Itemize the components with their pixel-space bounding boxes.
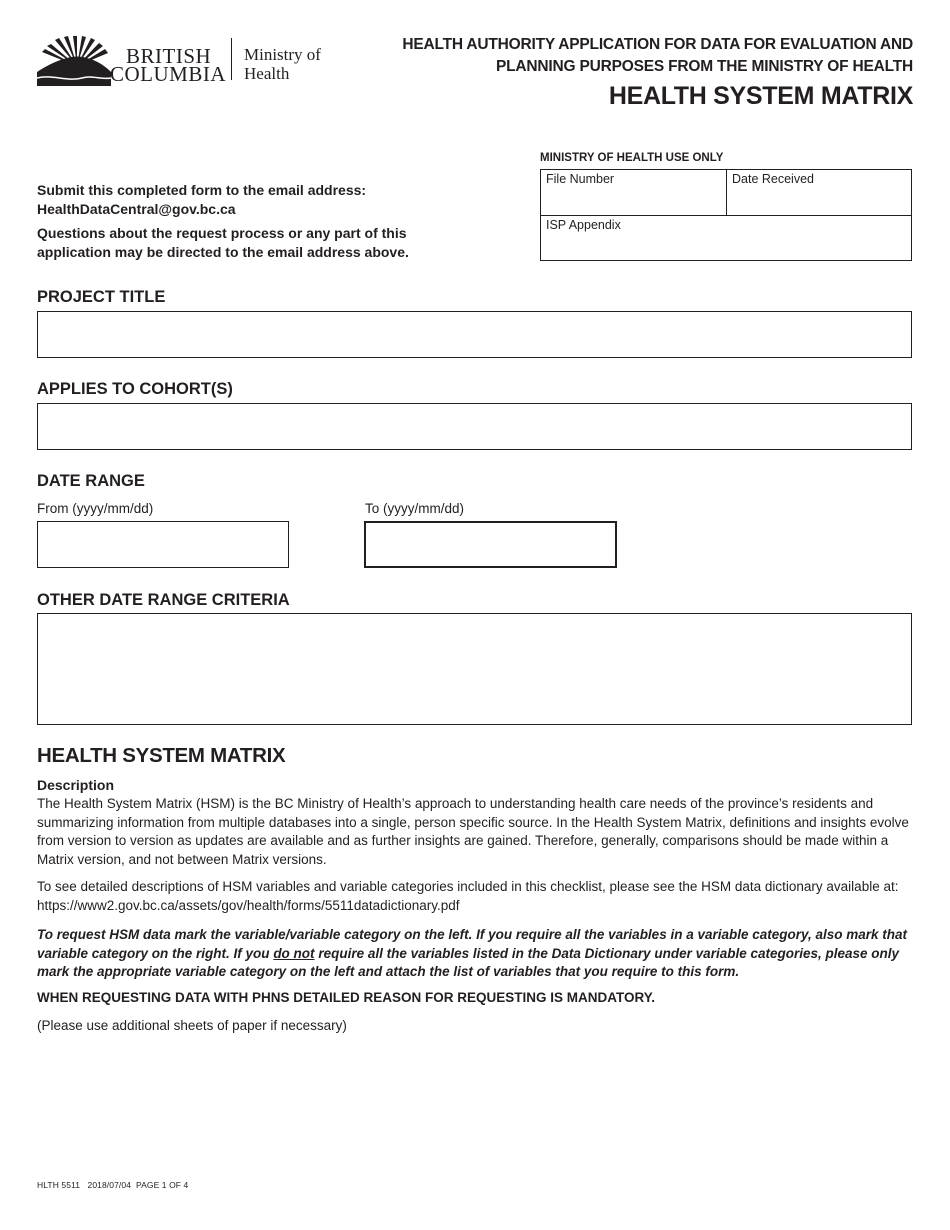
form-title-line-1: HEALTH AUTHORITY APPLICATION FOR DATA FOR EVALUATION AND (402, 36, 913, 53)
description-heading: Description (37, 777, 115, 793)
project-title-input[interactable] (37, 311, 912, 358)
logo-text-columbia: COLUMBIA (110, 62, 227, 86)
file-number-field[interactable] (541, 170, 727, 216)
form-footer: HLTH 5511 2018/07/04 PAGE 1 OF 4 (37, 1180, 189, 1190)
from-date-input[interactable] (37, 521, 289, 568)
request-instructions-part-1: To request HSM data mark the variable/variable category on the left. If you require all the variables in a variable category, also mark that variable category on the right. If you (37, 927, 908, 961)
cohorts-heading: APPLIES TO COHORT(S) (37, 380, 233, 398)
form-title-line-2: PLANNING PURPOSES FROM THE MINISTRY OF HEALTH (496, 58, 913, 75)
submit-email: HealthDataCentral@gov.bc.ca (37, 201, 236, 217)
logo-text-ministry: Ministry of (244, 45, 321, 64)
additional-sheets-note: (Please use additional sheets of paper if necessary) (37, 1018, 347, 1033)
logo-text-health: Health (244, 64, 290, 83)
to-date-input[interactable] (364, 521, 617, 568)
hsm-heading: HEALTH SYSTEM MATRIX (37, 744, 286, 767)
other-criteria-input[interactable] (37, 613, 912, 725)
to-date-label: To (yyyy/mm/dd) (365, 501, 465, 516)
questions-text: Questions about the request process or any part of this application may be directed to the email address above. (37, 225, 409, 260)
data-dictionary-paragraph: To see detailed descriptions of HSM variables and variable categories included in this checklist, please see the HSM data dictionary available at: https://www2.gov.bc.ca/assets/gov/health/forms/5511datadictionary.pdf (37, 879, 899, 913)
submit-instructions (37, 181, 477, 219)
date-received-field[interactable] (727, 170, 911, 216)
from-date-label: From (yyyy/mm/dd) (37, 501, 154, 516)
isp-appendix-label: ISP Appendix (546, 218, 621, 232)
isp-appendix-field[interactable] (541, 216, 911, 260)
request-instructions-paragraph (37, 926, 913, 982)
logo-divider (231, 38, 232, 80)
do-not-emphasis: do not (273, 945, 315, 961)
logo-text-british: BRITISH (126, 44, 212, 68)
date-received-label: Date Received (732, 172, 814, 186)
cohorts-input[interactable] (37, 403, 912, 450)
ministry-use-label: MINISTRY OF HEALTH USE ONLY (540, 152, 724, 164)
submit-line: Submit this completed form to the email address: (37, 182, 367, 198)
mandatory-notice: WHEN REQUESTING DATA WITH PHNS DETAILED REASON FOR REQUESTING IS MANDATORY. (37, 990, 656, 1005)
ministry-use-box (540, 169, 912, 261)
request-instructions-part-2: require all the variables listed in the Data Dictionary under variable categories, please only mark the appropriate variable category on the left and attach the list of variables that you require to this form. (37, 945, 900, 980)
description-paragraph: The Health System Matrix (HSM) is the BC Ministry of Health’s approach to understanding health care needs of the province’s residents and summarizing information from multiple databases into a single, person specific source. In the Health System Matrix, definitions and insights evolve from version to version as updates are available and as further insights are gained. Therefore, generally, comparisons should be made within a Matrix version, and not between Matrix versions. (37, 796, 909, 868)
other-criteria-heading: OTHER DATE RANGE CRITERIA (37, 591, 290, 609)
project-title-heading: PROJECT TITLE (37, 288, 166, 306)
date-range-heading: DATE RANGE (37, 472, 145, 490)
page-title: HEALTH SYSTEM MATRIX (608, 82, 913, 110)
file-number-label: File Number (546, 172, 615, 186)
